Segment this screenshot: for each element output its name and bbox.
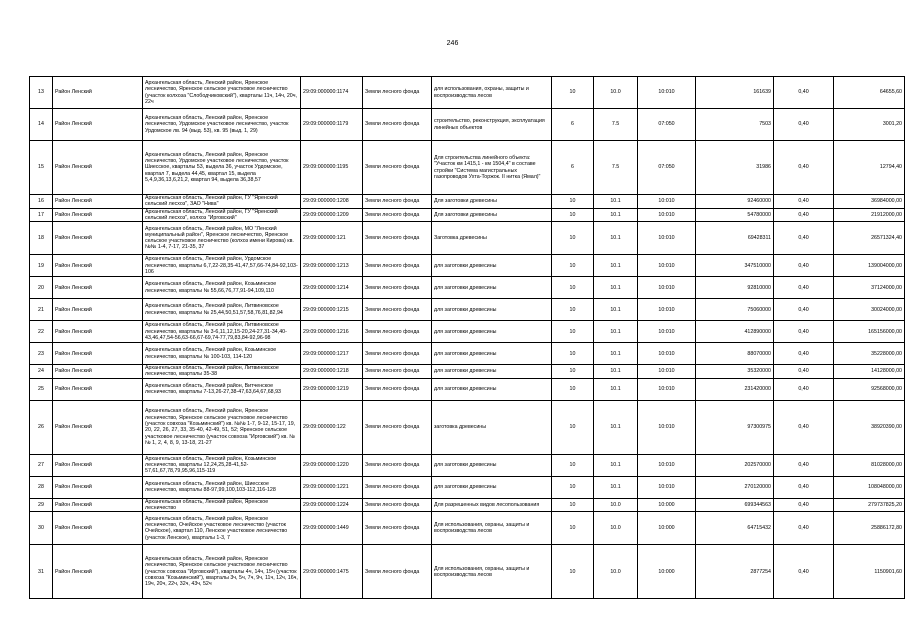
cadastral-number-cell: 29:09:000000:1221 [301, 476, 363, 498]
district-cell: Район Ленский [53, 498, 143, 512]
land-category-cell: Земли лесного фонда [363, 321, 432, 343]
rate-code-a-cell: 10.1 [594, 299, 638, 321]
district-cell: Район Ленский [53, 299, 143, 321]
rate-code-a-cell: 10.1 [594, 400, 638, 454]
land-purpose-cell: для использования, охраны, защиты и воспроизводства лесов [432, 77, 552, 109]
district-cell: Район Ленский [53, 545, 143, 599]
land-category-cell: Земли лесного фонда [363, 454, 432, 476]
row-number-cell: 13 [30, 77, 53, 109]
rate-code-a-cell: 10.1 [594, 343, 638, 365]
district-cell: Район Ленский [53, 378, 143, 400]
table-row [30, 77, 905, 109]
area-cell: 35320000 [696, 365, 774, 379]
address-cell: Архангельская область, Ленский район, Козьминское лесничество, кварталы № 100-103, 114-120 [143, 343, 301, 365]
rate-code-a-cell: 10.1 [594, 378, 638, 400]
rate-code-a-cell: 10.1 [594, 476, 638, 498]
cadastral-number-cell: 29:09:000000:1214 [301, 277, 363, 299]
cadastral-number-cell: 29:09:000000:121 [301, 222, 363, 255]
row-number-cell: 21 [30, 299, 53, 321]
coefficient-cell: 0,40 [774, 343, 834, 365]
cadastral-number-cell: 29:09:000000:1449 [301, 512, 363, 545]
rate-code-a-cell: 7.5 [594, 109, 638, 141]
land-purpose-cell: для заготовки древесины [432, 299, 552, 321]
purpose-code-cell: 10 [552, 208, 594, 222]
cadastral-number-cell: 29:09:000000:1213 [301, 255, 363, 277]
table-body [30, 77, 905, 599]
land-purpose-cell: для заготовки древесины [432, 365, 552, 379]
coefficient-cell: 0,40 [774, 77, 834, 109]
address-cell: Архангельская область, Ленский район, Козьминское лесничество, кварталы № 55,66,76,77,91-94,109,110 [143, 277, 301, 299]
land-purpose-cell: строительство, реконструкция, эксплуатация линейных объектов [432, 109, 552, 141]
district-cell: Район Ленский [53, 454, 143, 476]
table-row [30, 109, 905, 141]
cadastral-number-cell: 29:09:000000:1208 [301, 195, 363, 209]
land-purpose-cell: Для использования, охраны, защиты и воспроизводства лесов [432, 545, 552, 599]
rate-code-b-cell: 10:000 [638, 545, 696, 599]
coefficient-cell: 0,40 [774, 321, 834, 343]
rate-code-a-cell: 10.1 [594, 255, 638, 277]
area-cell: 97300975 [696, 400, 774, 454]
address-cell: Архангельская область, Ленский район, Яренское лесничество, Яренское сельское участковое лесничество (участок колхоза "Слободчиковский"), кварталы 11ч, 14ч, 20ч, 22ч [143, 77, 301, 109]
rate-code-b-cell: 10:010 [638, 365, 696, 379]
tax-amount-cell: 26571324,40 [834, 222, 905, 255]
land-category-cell: Земли лесного фонда [363, 195, 432, 209]
rate-code-a-cell: 10.0 [594, 77, 638, 109]
land-category-cell: Земли лесного фонда [363, 208, 432, 222]
rate-code-a-cell: 10.0 [594, 545, 638, 599]
rate-code-b-cell: 07:050 [638, 109, 696, 141]
table-row [30, 222, 905, 255]
coefficient-cell: 0,40 [774, 299, 834, 321]
coefficient-cell: 0,40 [774, 208, 834, 222]
district-cell: Район Ленский [53, 141, 143, 195]
table-row [30, 378, 905, 400]
land-purpose-cell: для заготовки древесины [432, 454, 552, 476]
cadastral-number-cell: 29:09:000000:1179 [301, 109, 363, 141]
cadastral-number-cell: 29:09:000000:122 [301, 400, 363, 454]
purpose-code-cell: 10 [552, 365, 594, 379]
purpose-code-cell: 6 [552, 141, 594, 195]
tax-amount-cell: 108048000,00 [834, 476, 905, 498]
land-registry-table [29, 76, 905, 599]
row-number-cell: 26 [30, 400, 53, 454]
district-cell: Район Ленский [53, 255, 143, 277]
district-cell: Район Ленский [53, 208, 143, 222]
address-cell: Архангельская область, Ленский район, Урдомское лесничество, кварталы 6,7,22-28,35-41,47,57,66-74,84-92,103-106 [143, 255, 301, 277]
tax-amount-cell: 21912000,00 [834, 208, 905, 222]
coefficient-cell: 0,40 [774, 476, 834, 498]
address-cell: Архангельская область, Ленский район, Литвиновское лесничество, кварталы № 3-6,11,12,15-20,24-27,31-34,40-43,46,47,54-56,63-66,67-69,74-77,79,83,84-92,96-98 [143, 321, 301, 343]
rate-code-b-cell: 10:010 [638, 321, 696, 343]
purpose-code-cell: 10 [552, 299, 594, 321]
rate-code-a-cell: 10.1 [594, 454, 638, 476]
address-cell: Архангельская область, Ленский район, Шиесское лесничество, кварталы 88-97,99,100,103-112,116-128 [143, 476, 301, 498]
district-cell: Район Ленский [53, 512, 143, 545]
cadastral-number-cell: 29:09:000000:1215 [301, 299, 363, 321]
rate-code-a-cell: 10.0 [594, 512, 638, 545]
address-cell: Архангельская область, Ленский район, Яренское лесничество, Яренское сельское участковое лесничество (участок совхоза "Козьминский") кв. №№ 1-7, 9-12, 15-17, 19, 20, 22, 26, 27, 33, 35-40, 42-49, 51, 52; Яренское сельское участковое лесничество (участок совхоза "Ирговский") кв. №№ 1, 2, 4, 8, 9, 13-18, 21-27 [143, 400, 301, 454]
district-cell: Район Ленский [53, 365, 143, 379]
row-number-cell: 25 [30, 378, 53, 400]
address-cell: Архангельская область, Ленский район, Литвиновское лесничество, кварталы 35-38 [143, 365, 301, 379]
coefficient-cell: 0,40 [774, 365, 834, 379]
address-cell: Архангельская область, Ленский район, Витченское лесничество, кварталы 7-13,26-27,38-47,63,64,67,68,93 [143, 378, 301, 400]
rate-code-a-cell: 10.1 [594, 208, 638, 222]
purpose-code-cell: 10 [552, 545, 594, 599]
table-row [30, 498, 905, 512]
coefficient-cell: 0,40 [774, 498, 834, 512]
tax-amount-cell: 92568000,00 [834, 378, 905, 400]
land-category-cell: Земли лесного фонда [363, 365, 432, 379]
land-purpose-cell: Для заготовки древесины [432, 208, 552, 222]
land-purpose-cell: для заготовки древесины [432, 343, 552, 365]
cadastral-number-cell: 29:09:000000:1216 [301, 321, 363, 343]
row-number-cell: 15 [30, 141, 53, 195]
land-category-cell: Земли лесного фонда [363, 299, 432, 321]
purpose-code-cell: 10 [552, 498, 594, 512]
purpose-code-cell: 10 [552, 195, 594, 209]
row-number-cell: 31 [30, 545, 53, 599]
rate-code-a-cell: 10.1 [594, 321, 638, 343]
land-purpose-cell: для заготовки древесины [432, 378, 552, 400]
row-number-cell: 27 [30, 454, 53, 476]
area-cell: 231420000 [696, 378, 774, 400]
purpose-code-cell: 10 [552, 454, 594, 476]
area-cell: 412890000 [696, 321, 774, 343]
district-cell: Район Ленский [53, 476, 143, 498]
district-cell: Район Ленский [53, 109, 143, 141]
rate-code-b-cell: 10:010 [638, 343, 696, 365]
district-cell: Район Ленский [53, 195, 143, 209]
district-cell: Район Ленский [53, 400, 143, 454]
row-number-cell: 23 [30, 343, 53, 365]
tax-amount-cell: 30024000,00 [834, 299, 905, 321]
table-row [30, 141, 905, 195]
cadastral-number-cell: 29:09:000000:1218 [301, 365, 363, 379]
table-row [30, 400, 905, 454]
table-row [30, 454, 905, 476]
table-row [30, 476, 905, 498]
address-cell: Архангельская область, Ленский район, Козьминское лесничество, кварталы 12,24,25,28-41,52-57,61,67,78,79,95,96,115-119 [143, 454, 301, 476]
land-category-cell: Земли лесного фонда [363, 400, 432, 454]
purpose-code-cell: 10 [552, 400, 594, 454]
tax-amount-cell: 36984000,00 [834, 195, 905, 209]
rate-code-b-cell: 10:010 [638, 77, 696, 109]
land-category-cell: Земли лесного фонда [363, 498, 432, 512]
purpose-code-cell: 10 [552, 321, 594, 343]
tax-amount-cell: 81028000,00 [834, 454, 905, 476]
land-purpose-cell: для заготовки древесины [432, 255, 552, 277]
district-cell: Район Ленский [53, 277, 143, 299]
area-cell: 7503 [696, 109, 774, 141]
land-purpose-cell: Для использования, охраны, защиты и воспроизводства лесов [432, 512, 552, 545]
purpose-code-cell: 10 [552, 343, 594, 365]
purpose-code-cell: 10 [552, 512, 594, 545]
rate-code-b-cell: 10:010 [638, 299, 696, 321]
cadastral-number-cell: 29:09:000000:1217 [301, 343, 363, 365]
land-purpose-cell: заготовка древесины [432, 400, 552, 454]
tax-amount-cell: 64655,60 [834, 77, 905, 109]
area-cell: 54780000 [696, 208, 774, 222]
table-row [30, 321, 905, 343]
table-row [30, 299, 905, 321]
rate-code-a-cell: 7.5 [594, 141, 638, 195]
land-purpose-cell: для заготовки древесины [432, 321, 552, 343]
purpose-code-cell: 10 [552, 277, 594, 299]
tax-amount-cell: 38920390,00 [834, 400, 905, 454]
purpose-code-cell: 10 [552, 476, 594, 498]
purpose-code-cell: 10 [552, 378, 594, 400]
address-cell: Архангельская область, Ленский район, Яренское лесничество [143, 498, 301, 512]
coefficient-cell: 0,40 [774, 378, 834, 400]
land-category-cell: Земли лесного фонда [363, 109, 432, 141]
rate-code-b-cell: 10:010 [638, 255, 696, 277]
area-cell: 64715432 [696, 512, 774, 545]
row-number-cell: 18 [30, 222, 53, 255]
address-cell: Архангельская область, Ленский район, МО "Ленский муниципальный район", Яренское лесничество, Яренское сельское участковое лесничество (колхоз имени Кирова) кв. №№ 1-4, 7-17, 21-35, 37 [143, 222, 301, 255]
land-purpose-cell: Для строительства линейного объекта: "Участок км 1415,1 - км 1504,4" в составе стройки "Система магистральных газопроводов Ухта-Торжок. II нитка (Ямал)" [432, 141, 552, 195]
area-cell: 69428311 [696, 222, 774, 255]
area-cell: 92460000 [696, 195, 774, 209]
table-row [30, 195, 905, 209]
address-cell: Архангельская область, Ленский район, Литвиновское лесничество, кварталы № 25,44,50,51,57,58,76,81,82,94 [143, 299, 301, 321]
area-cell: 2877254 [696, 545, 774, 599]
table-row [30, 545, 905, 599]
row-number-cell: 24 [30, 365, 53, 379]
rate-code-b-cell: 07:050 [638, 141, 696, 195]
tax-amount-cell: 14128000,00 [834, 365, 905, 379]
row-number-cell: 22 [30, 321, 53, 343]
area-cell: 699344563 [696, 498, 774, 512]
district-cell: Район Ленский [53, 77, 143, 109]
row-number-cell: 20 [30, 277, 53, 299]
tax-amount-cell: 1150901,60 [834, 545, 905, 599]
table-row [30, 277, 905, 299]
address-cell: Архангельская область, Ленский район, Яренское лесничество, Урдомское участковое лесничество, участок Урдомское лв. 94 (выд. 53), кв. 95 (выд. 1, 29) [143, 109, 301, 141]
rate-code-b-cell: 10:010 [638, 222, 696, 255]
tax-amount-cell: 165156000,00 [834, 321, 905, 343]
coefficient-cell: 0,40 [774, 545, 834, 599]
coefficient-cell: 0,40 [774, 195, 834, 209]
coefficient-cell: 0,40 [774, 400, 834, 454]
land-category-cell: Земли лесного фонда [363, 545, 432, 599]
area-cell: 31986 [696, 141, 774, 195]
rate-code-b-cell: 10:010 [638, 454, 696, 476]
land-category-cell: Земли лесного фонда [363, 277, 432, 299]
tax-amount-cell: 25886172,80 [834, 512, 905, 545]
rate-code-b-cell: 10:010 [638, 476, 696, 498]
land-category-cell: Земли лесного фонда [363, 255, 432, 277]
table-row [30, 255, 905, 277]
row-number-cell: 30 [30, 512, 53, 545]
tax-amount-cell: 12794,40 [834, 141, 905, 195]
coefficient-cell: 0,40 [774, 222, 834, 255]
address-cell: Архангельская область, Ленский район, ГУ "Яренский сельский лесхоз", колхоз "Ирговский" [143, 208, 301, 222]
purpose-code-cell: 10 [552, 255, 594, 277]
land-category-cell: Земли лесного фонда [363, 141, 432, 195]
address-cell: Архангельская область, Ленский район, Яренское лесничество, Очейское участковое лесничество (участок Очейское), квартал 110, Ленское участковое лесничество (участок Ленское), кварталы 1-3, 7 [143, 512, 301, 545]
rate-code-a-cell: 10.1 [594, 222, 638, 255]
rate-code-a-cell: 10.1 [594, 277, 638, 299]
purpose-code-cell: 10 [552, 77, 594, 109]
area-cell: 347510000 [696, 255, 774, 277]
district-cell: Район Ленский [53, 222, 143, 255]
coefficient-cell: 0,40 [774, 454, 834, 476]
land-category-cell: Земли лесного фонда [363, 378, 432, 400]
land-purpose-cell: для заготовки древесины [432, 277, 552, 299]
coefficient-cell: 0,40 [774, 512, 834, 545]
rate-code-b-cell: 10:010 [638, 400, 696, 454]
area-cell: 161639 [696, 77, 774, 109]
purpose-code-cell: 6 [552, 109, 594, 141]
land-category-cell: Земли лесного фонда [363, 512, 432, 545]
rate-code-b-cell: 10:010 [638, 378, 696, 400]
table-row [30, 208, 905, 222]
rate-code-b-cell: 10:000 [638, 512, 696, 545]
table-row [30, 365, 905, 379]
area-cell: 202570000 [696, 454, 774, 476]
cadastral-number-cell: 29:09:000000:1475 [301, 545, 363, 599]
cadastral-number-cell: 29:09:000000:1209 [301, 208, 363, 222]
area-cell: 270120000 [696, 476, 774, 498]
cadastral-number-cell: 29:09:000000:1219 [301, 378, 363, 400]
row-number-cell: 16 [30, 195, 53, 209]
coefficient-cell: 0,40 [774, 109, 834, 141]
tax-amount-cell: 279737825,20 [834, 498, 905, 512]
land-category-cell: Земли лесного фонда [363, 476, 432, 498]
coefficient-cell: 0,40 [774, 277, 834, 299]
area-cell: 75060000 [696, 299, 774, 321]
row-number-cell: 19 [30, 255, 53, 277]
area-cell: 92810000 [696, 277, 774, 299]
cadastral-number-cell: 29:09:000000:1224 [301, 498, 363, 512]
row-number-cell: 14 [30, 109, 53, 141]
rate-code-b-cell: 10:000 [638, 498, 696, 512]
address-cell: Архангельская область, Ленский район, Яренское лесничество, Яренское сельское участковое лесничество (участок совхоза "Ирговский"), кварталы 4ч, 14ч, 15ч (участок совхоза "Козьминский"), кварталы 3ч, 5ч, 7ч, 9ч, 11ч, 12ч, 16ч, 19ч, 20ч, 22ч, 32ч, 43ч, 52ч [143, 545, 301, 599]
tax-amount-cell: 35228000,00 [834, 343, 905, 365]
page-number: 246 [446, 40, 459, 47]
land-purpose-cell: Заготовка древесины [432, 222, 552, 255]
purpose-code-cell: 10 [552, 222, 594, 255]
area-cell: 88070000 [696, 343, 774, 365]
land-purpose-cell: для заготовки древесины [432, 476, 552, 498]
address-cell: Архангельская область, Ленский район, ГУ "Яренский сельский лесхоз", ЗАО "Нива" [143, 195, 301, 209]
district-cell: Район Ленский [53, 321, 143, 343]
table-row [30, 512, 905, 545]
land-category-cell: Земли лесного фонда [363, 222, 432, 255]
cadastral-number-cell: 29:09:000000:1174 [301, 77, 363, 109]
cadastral-number-cell: 29:09:000000:1220 [301, 454, 363, 476]
land-category-cell: Земли лесного фонда [363, 343, 432, 365]
row-number-cell: 28 [30, 476, 53, 498]
coefficient-cell: 0,40 [774, 141, 834, 195]
rate-code-b-cell: 10:010 [638, 208, 696, 222]
rate-code-b-cell: 10:010 [638, 195, 696, 209]
land-purpose-cell: Для заготовки древесины [432, 195, 552, 209]
row-number-cell: 29 [30, 498, 53, 512]
land-purpose-cell: Для разрешенных видов лесопользования [432, 498, 552, 512]
tax-amount-cell: 3001,20 [834, 109, 905, 141]
land-category-cell: Земли лесного фонда [363, 77, 432, 109]
row-number-cell: 17 [30, 208, 53, 222]
rate-code-a-cell: 10.0 [594, 498, 638, 512]
tax-amount-cell: 37124000,00 [834, 277, 905, 299]
tax-amount-cell: 139004000,00 [834, 255, 905, 277]
address-cell: Архангельская область, Ленский район, Яренское лесничество, Урдомское участковое лесничество, участок Шиесское, кварталы 53, выдела 36, участок Урдомское, квартал 7, выдела 44,45, квартал 15, выдела 5,4,9,36,13,6,21,2, квартал 94, выдела 36,38,57 [143, 141, 301, 195]
rate-code-a-cell: 10.1 [594, 195, 638, 209]
table-row [30, 343, 905, 365]
district-cell: Район Ленский [53, 343, 143, 365]
rate-code-a-cell: 10.1 [594, 365, 638, 379]
cadastral-number-cell: 29:09:000000:1195 [301, 141, 363, 195]
rate-code-b-cell: 10:010 [638, 277, 696, 299]
coefficient-cell: 0,40 [774, 255, 834, 277]
